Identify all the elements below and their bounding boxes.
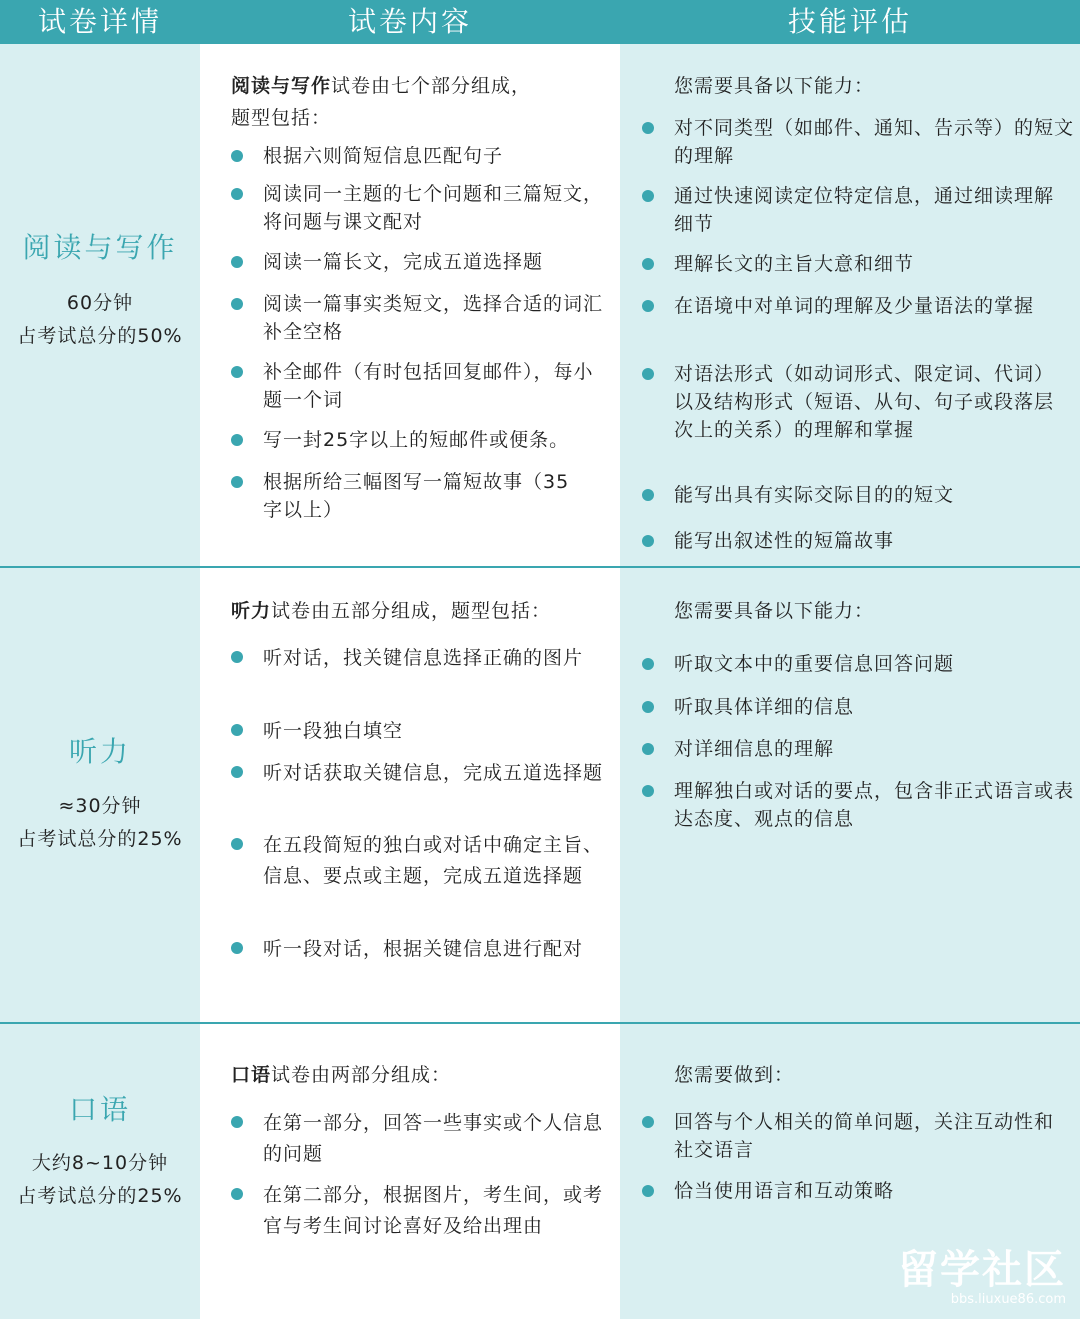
- list-item: 恰当使用语言和互动策略: [642, 1177, 1054, 1205]
- bullet-dot-icon: [642, 190, 654, 202]
- bullet-dot-icon: [642, 1116, 654, 1128]
- header-exam-content: 试卷内容: [347, 5, 472, 38]
- section-meta: [0, 1147, 200, 1213]
- bullet-dot-icon: [642, 489, 654, 501]
- bullet-dot-icon: [642, 785, 654, 797]
- bullet-dot-icon: [642, 701, 654, 713]
- watermark-main: 留学社区: [898, 1247, 1066, 1293]
- section-duration: ≈30分钟: [58, 795, 142, 817]
- list-item: 听取具体详细的信息: [642, 693, 1074, 721]
- section-meta: [0, 790, 200, 856]
- list-item: 根据六则简短信息匹配句子: [231, 142, 613, 170]
- section-meta: [0, 287, 200, 353]
- bullet-dot-icon: [231, 434, 243, 446]
- bullet-dot-icon: [642, 368, 654, 380]
- bullet-dot-icon: [642, 743, 654, 755]
- list-item: 通过快速阅读定位特定信息，通过细读理解细节: [642, 182, 1054, 238]
- list-item: 阅读一篇事实类短文，选择合适的词汇补全空格: [231, 290, 613, 346]
- bullet-dot-icon: [642, 122, 654, 134]
- content-intro-bold: 口语: [231, 1064, 272, 1086]
- bullet-dot-icon: [231, 1116, 243, 1128]
- bullet-dot-icon: [231, 298, 243, 310]
- list-item: 阅读一篇长文，完成五道选择题: [231, 248, 613, 276]
- list-item: 在语境中对单词的理解及少量语法的掌握: [642, 292, 1054, 320]
- section-weight: 占考试总分的25%: [17, 1185, 183, 1207]
- content-intro-text: 试卷由五部分组成，题型包括：: [271, 600, 552, 622]
- content-intro-line2: 题型包括：: [231, 107, 332, 129]
- bullet-dot-icon: [642, 1185, 654, 1197]
- bullet-dot-icon: [231, 766, 243, 778]
- list-item: 听一段对话，根据关键信息进行配对: [231, 934, 603, 965]
- list-item: 对不同类型（如邮件、通知、告示等）的短文的理解: [642, 114, 1074, 170]
- section-duration: 大约8~10分钟: [31, 1152, 169, 1174]
- section-weight: 占考试总分的25%: [17, 828, 183, 850]
- bullet-dot-icon: [231, 188, 243, 200]
- list-item: 听一段独白填空: [231, 716, 603, 747]
- section-duration: 60分钟: [66, 292, 134, 314]
- watermark-logo: [898, 1248, 1066, 1307]
- content-intro-text: 试卷由七个部分组成，: [331, 75, 532, 97]
- bullet-dot-icon: [231, 256, 243, 268]
- skills-intro: 您需要做到：: [674, 1064, 795, 1086]
- list-item: 回答与个人相关的简单问题，关注互动性和社交语言: [642, 1108, 1054, 1164]
- table-header: [0, 0, 1080, 44]
- bullet-dot-icon: [642, 658, 654, 670]
- header-skills-assessment: 技能评估: [787, 5, 912, 38]
- list-item: 阅读同一主题的七个问题和三篇短文，将问题与课文配对: [231, 180, 613, 236]
- content-intro-bold: 阅读与写作: [231, 75, 332, 97]
- content-intro: [231, 1059, 616, 1091]
- bullet-dot-icon: [231, 838, 243, 850]
- list-item: 理解长文的主旨大意和细节: [642, 250, 1074, 278]
- list-item: 能写出叙述性的短篇故事: [642, 527, 1074, 555]
- list-item: 听对话获取关键信息，完成五道选择题: [231, 758, 603, 789]
- bullet-dot-icon: [231, 150, 243, 162]
- list-item: 对语法形式（如动词形式、限定词、代词）以及结构形式（短语、从句、句子或段落层次上的关系）的理解和掌握: [642, 360, 1054, 444]
- bullet-dot-icon: [231, 366, 243, 378]
- bullet-dot-icon: [231, 942, 243, 954]
- content-intro-bold: 听力: [231, 600, 272, 622]
- skills-intro: 您需要具备以下能力：: [674, 75, 875, 97]
- section-title: 口语: [68, 1093, 131, 1126]
- bullet-dot-icon: [642, 300, 654, 312]
- bullet-dot-icon: [642, 258, 654, 270]
- list-item: 能写出具有实际交际目的的短文: [642, 481, 1074, 509]
- list-item: 对详细信息的理解: [642, 735, 1074, 763]
- section-title: 听力: [68, 735, 131, 768]
- list-item: 写一封25字以上的短邮件或便条。: [231, 426, 633, 454]
- bullet-dot-icon: [642, 535, 654, 547]
- list-item: 在第二部分，根据图片，考生间，或考官与考生间讨论喜好及给出理由: [231, 1180, 608, 1242]
- section-title: 阅读与写作: [22, 231, 178, 264]
- list-item: 根据所给三幅图写一篇短故事（35字以上）: [231, 468, 583, 524]
- content-intro: [231, 595, 616, 627]
- list-item: 听对话，找关键信息选择正确的图片: [231, 643, 603, 674]
- bullet-dot-icon: [231, 1188, 243, 1200]
- bullet-dot-icon: [231, 476, 243, 488]
- content-intro: [231, 70, 611, 134]
- list-item: 补全邮件（有时包括回复邮件），每小题一个词: [231, 358, 613, 414]
- header-exam-details: 试卷详情: [37, 5, 162, 38]
- watermark-sub: bbs.liuxue86.com: [950, 1292, 1066, 1307]
- list-item: 理解独白或对话的要点，包含非正式语言或表达态度、观点的信息: [642, 777, 1074, 833]
- bullet-dot-icon: [231, 724, 243, 736]
- section-weight: 占考试总分的50%: [17, 325, 183, 347]
- skills-intro: 您需要具备以下能力：: [674, 600, 875, 622]
- content-intro-text: 试卷由两部分组成：: [271, 1064, 452, 1086]
- list-item: 在第一部分，回答一些事实或个人信息的问题: [231, 1108, 603, 1170]
- bullet-dot-icon: [231, 651, 243, 663]
- list-item: 在五段简短的独白或对话中确定主旨、信息、要点或主题，完成五道选择题: [231, 830, 603, 892]
- list-item: 听取文本中的重要信息回答问题: [642, 650, 1074, 678]
